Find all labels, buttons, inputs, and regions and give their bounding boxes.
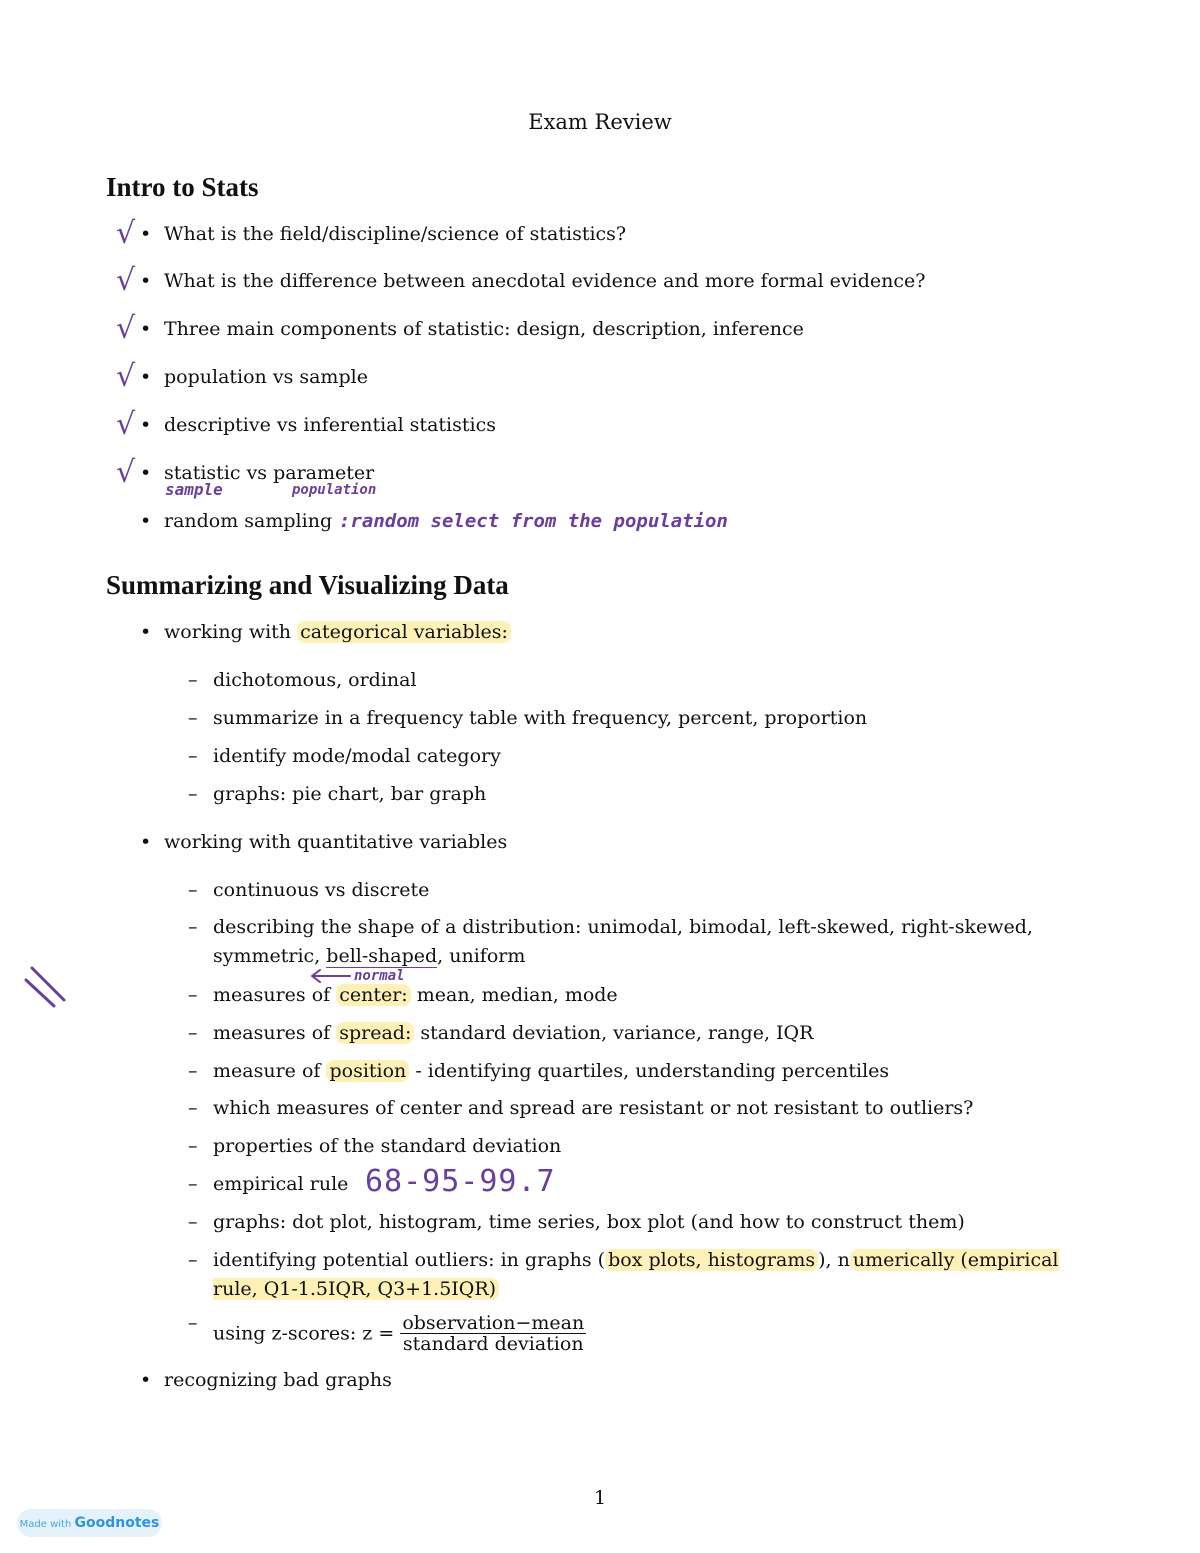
- goodnotes-watermark: [17, 1509, 162, 1537]
- double-slash-mark: [20, 960, 70, 1012]
- section-heading-intro: Intro to Stats: [106, 172, 259, 202]
- list-item: • What is the field/discipline/science of statistics?: [164, 220, 626, 249]
- page-title: Exam Review: [528, 110, 672, 134]
- list-item-quantitative: • working with quantitative variables: [164, 828, 507, 857]
- highlight-numerically: umerically (empirical rule, Q1-1.5IQR, Q3+1.5IQR): [213, 1249, 1059, 1300]
- outliers-text-mid: ), n: [818, 1249, 850, 1271]
- list-item: • statistic vs parameter: [164, 459, 374, 488]
- watermark-prefix: Made with: [19, 1519, 72, 1530]
- sub-item: – which measures of center and spread are resistant or not resistant to outliers?: [213, 1094, 1098, 1123]
- zscore-fraction: [400, 1313, 586, 1354]
- highlight-box-plots: box plots, histograms: [605, 1249, 818, 1271]
- sub-item: – properties of the standard deviation: [213, 1132, 1098, 1161]
- sub-item: – graphs: pie chart, bar graph: [213, 780, 1098, 809]
- random-sampling-label: random sampling: [164, 510, 333, 532]
- handwritten-empirical-values: 68-95-99.7: [365, 1164, 556, 1199]
- handwritten-random-select: :random select from the population: [339, 510, 728, 532]
- handwritten-sample: sample: [165, 480, 223, 499]
- position-rest: - identifying quartiles, understanding percentiles: [415, 1060, 890, 1082]
- list-item: [164, 507, 332, 536]
- zscore-numerator: observation−mean: [402, 1312, 585, 1334]
- zscore-denominator: standard deviation: [402, 1333, 584, 1355]
- section-heading-summarizing: Summarizing and Visualizing Data: [106, 570, 509, 600]
- sub-item: – graphs: dot plot, histogram, time series, box plot (and how to construct them): [213, 1208, 1098, 1237]
- handwritten-population: population: [292, 482, 377, 498]
- sub-item-outliers: [213, 1246, 1098, 1304]
- shape-text-end: , uniform: [437, 945, 526, 967]
- watermark-brand: Goodnotes: [74, 1515, 160, 1531]
- bell-shaped-underlined: bell-shaped: [326, 945, 438, 967]
- zscore-label: using z-scores: z =: [213, 1322, 395, 1345]
- sub-item: – continuous vs discrete: [213, 876, 1098, 905]
- center-prefix: measures of: [213, 984, 331, 1006]
- check-mark-6: √: [116, 455, 136, 490]
- check-mark-3: √: [116, 311, 136, 346]
- spread-prefix: measures of: [213, 1022, 331, 1044]
- shape-text: describing the shape of a distribution: unimodal, bimodal, left-skewed, right-skewed, symmetric,: [213, 916, 1033, 967]
- categorical-prefix: working with: [164, 621, 292, 643]
- sub-item: – identify mode/modal category: [213, 742, 1098, 771]
- empirical-label: empirical rule: [213, 1173, 349, 1195]
- sub-item: – summarize in a frequency table with frequency, percent, proportion: [213, 704, 1098, 733]
- outliers-text: identifying potential outliers: in graphs (: [213, 1249, 606, 1271]
- check-mark-5: √: [116, 407, 136, 442]
- spread-rest: standard deviation, variance, range, IQR: [420, 1022, 814, 1044]
- sub-item-shape: [213, 913, 1098, 971]
- list-item-categorical: [164, 618, 511, 647]
- position-prefix: measure of: [213, 1060, 321, 1082]
- list-item: • recognizing bad graphs: [164, 1366, 392, 1395]
- list-item: • Three main components of statistic: design, description, inference: [164, 315, 804, 344]
- sub-item-position: [213, 1057, 1098, 1086]
- highlight-categorical: categorical variables:: [297, 621, 511, 643]
- center-rest: mean, median, mode: [416, 984, 618, 1006]
- list-item: • population vs sample: [164, 363, 368, 392]
- highlight-center: center:: [336, 984, 411, 1006]
- handwritten-normal: normal: [354, 968, 405, 984]
- check-mark-4: √: [116, 359, 136, 394]
- sub-item-zscore: [213, 1313, 1098, 1354]
- sub-item-center: [213, 981, 1098, 1010]
- check-mark-1: √: [116, 216, 136, 251]
- sub-item-spread: [213, 1019, 1098, 1048]
- highlight-position: position: [326, 1060, 409, 1082]
- sub-item-empirical: [213, 1170, 1098, 1199]
- list-item: • descriptive vs inferential statistics: [164, 411, 496, 440]
- list-item: • What is the difference between anecdotal evidence and more formal evidence?: [164, 267, 925, 296]
- page-number: 1: [593, 1487, 607, 1509]
- check-mark-2: √: [116, 263, 136, 298]
- sub-item: – dichotomous, ordinal: [213, 666, 1098, 695]
- highlight-spread: spread:: [336, 1022, 414, 1044]
